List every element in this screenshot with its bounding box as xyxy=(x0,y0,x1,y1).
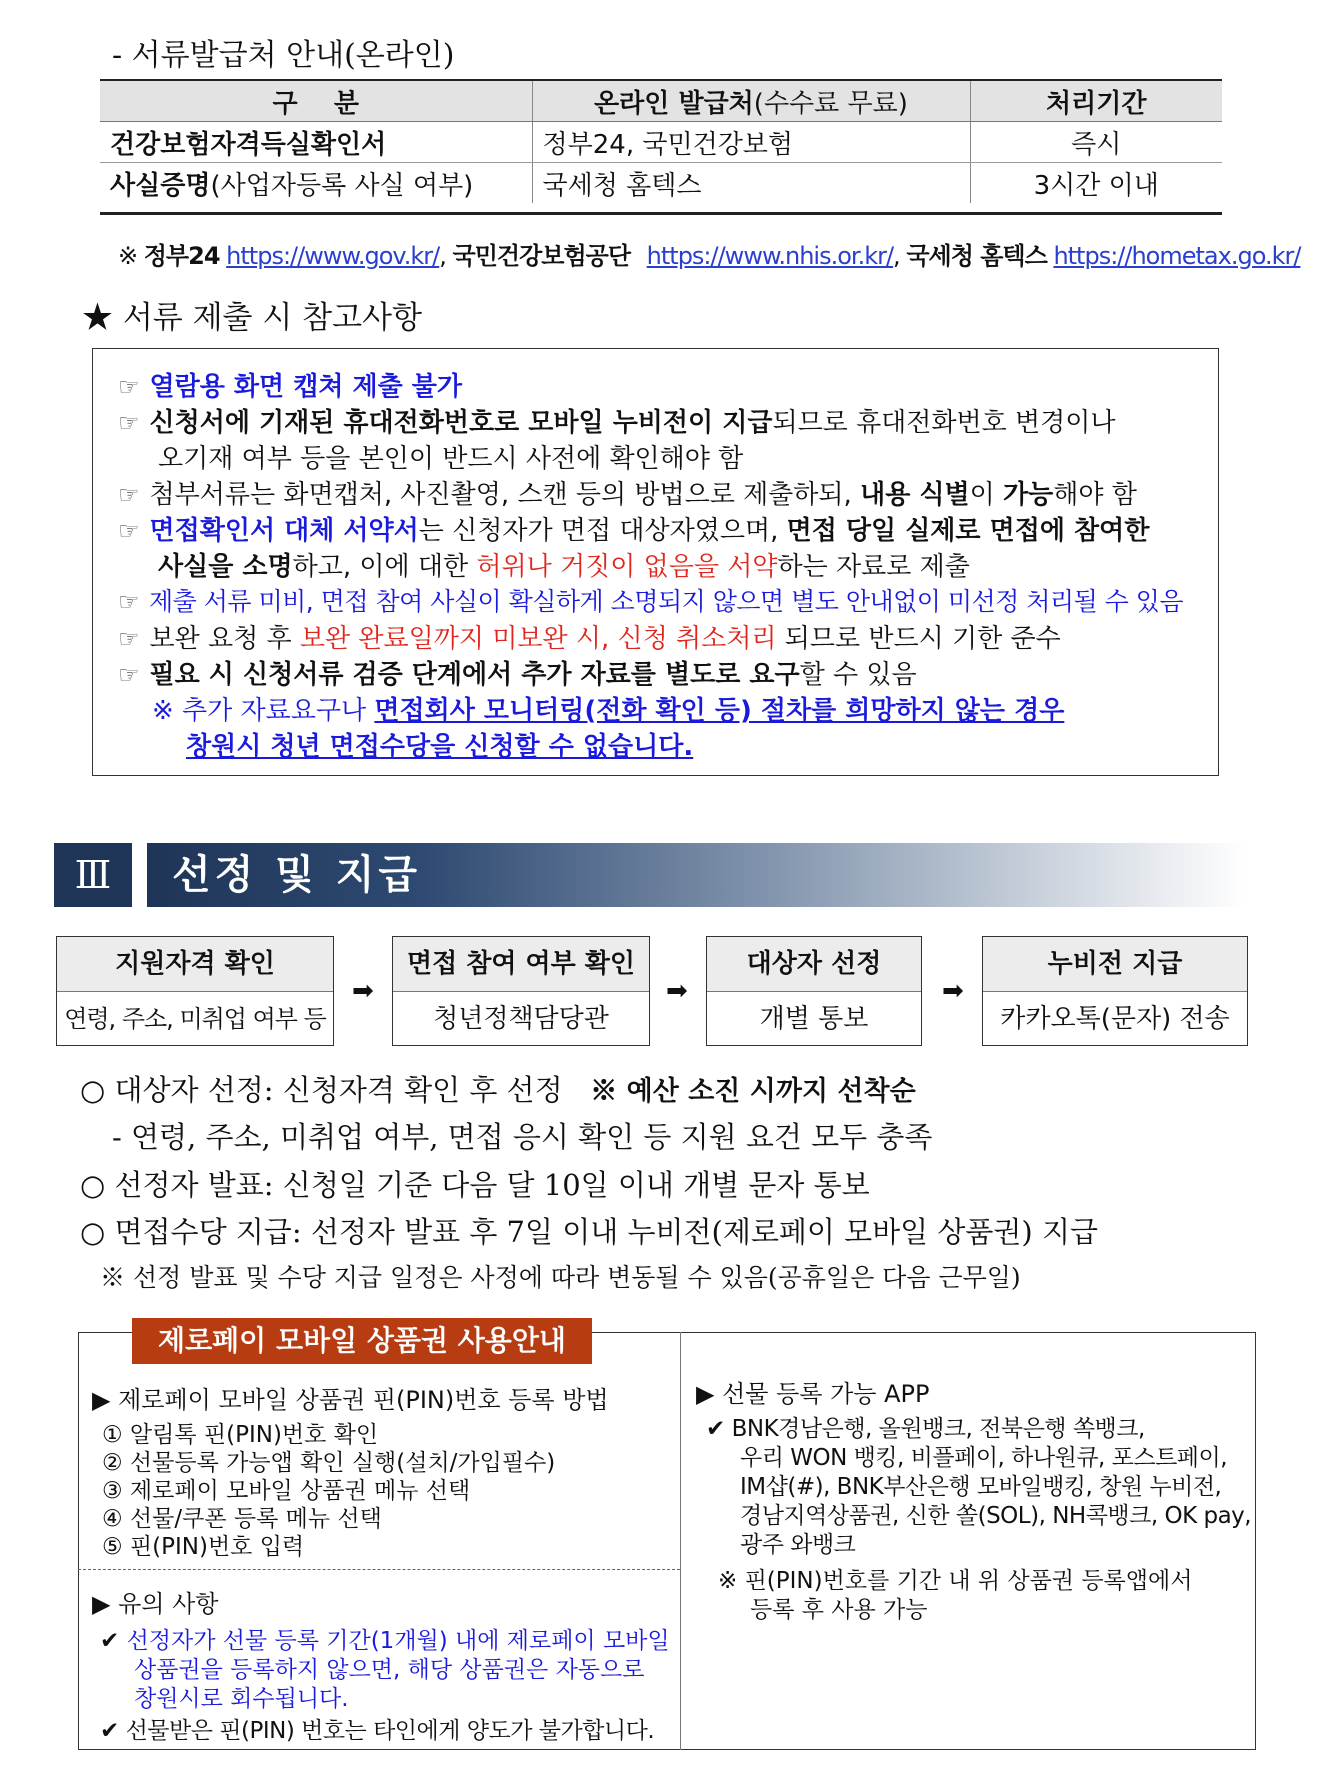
selection-bullet: ○ 대상자 선정: 신청자격 확인 후 선정 ※ 예산 소진 시까지 선착순 xyxy=(80,1073,916,1107)
arrow-right-icon: ➡ xyxy=(352,976,374,1006)
check-icon: ✔ xyxy=(706,1416,725,1442)
caution-heading: ▶ 유의 사항 xyxy=(92,1590,219,1618)
pin-step: ③ 제로페이 모바일 상품권 메뉴 선택 xyxy=(102,1478,471,1504)
note-line: 창원시 청년 면접수당을 신청할 수 없습니다. xyxy=(186,732,694,762)
arrow-right-icon: ➡ xyxy=(942,976,964,1006)
hand-pointer-icon: ☞ xyxy=(118,625,140,653)
app-note: ※ 핀(PIN)번호를 기간 내 위 상품권 등록앱에서 xyxy=(718,1568,1193,1594)
app-list-line: ✔ BNK경남은행, 올원뱅크, 전북은행 쏙뱅크, xyxy=(706,1416,1145,1442)
app-list-line: 경남지역상품권, 신한 쏠(SOL), NH콕뱅크, OK pay, xyxy=(740,1503,1252,1529)
issuer-links xyxy=(118,236,1300,271)
hometax-link[interactable]: https://hometax.go.kr/ xyxy=(1053,242,1301,270)
note-line: ☞ 보완 요청 후 보완 완료일까지 미보완 시, 신청 취소처리 되므로 반드시 기한 준수 xyxy=(118,624,1061,654)
pin-step: ④ 선물/쿠폰 등록 메뉴 선택 xyxy=(102,1506,382,1532)
flow-step-sub: 연령, 주소, 미취업 여부 등 xyxy=(64,1005,326,1033)
table-cell-issuer: 정부24, 국민건강보험 xyxy=(532,122,970,163)
note-line: ☞ 신청서에 기재된 휴대전화번호로 모바일 누비전이 지급되므로 휴대전화번호 변경이나 xyxy=(118,408,1116,438)
note-mark: ※ xyxy=(118,242,138,270)
separator: , xyxy=(439,242,446,270)
caution-item-cont: 창원시로 회수됩니다. xyxy=(134,1686,349,1712)
pin-step: ② 선물등록 가능앱 확인 실행(설치/가입필수) xyxy=(102,1450,556,1476)
app-list-line: 광주 와뱅크 xyxy=(740,1532,856,1558)
flow-step-sub: 카카오톡(문자) 전송 xyxy=(1000,1004,1230,1034)
flow-step-sub: 청년정책담당관 xyxy=(433,1004,609,1034)
flow-step xyxy=(56,936,334,1046)
guide-divider xyxy=(680,1332,681,1750)
caution-item: ✔ 선정자가 선물 등록 기간(1개월) 내에 제로페이 모바일 xyxy=(100,1628,670,1654)
separator: , xyxy=(893,242,900,270)
flow-step-title: 대상자 선정 xyxy=(707,937,921,992)
nhis-link[interactable]: https://www.nhis.or.kr/ xyxy=(646,242,894,270)
table-header-issuer: 온라인 발급처(수수료 무료) xyxy=(532,81,970,122)
notes-heading: ★ 서류 제출 시 참고사항 xyxy=(82,300,422,336)
flow-step xyxy=(392,936,650,1046)
hand-pointer-icon: ☞ xyxy=(118,409,140,437)
note-line: 사실을 소명하고, 이에 대한 허위나 거짓이 없음을 서약하는 자료로 제출 xyxy=(158,552,970,582)
note-line: ☞ 열람용 화면 캡쳐 제출 불가 xyxy=(118,372,462,402)
hand-pointer-icon: ☞ xyxy=(118,588,140,616)
note-line: 오기재 여부 등을 본인이 반드시 사전에 확인해야 함 xyxy=(158,444,744,474)
flow-step xyxy=(706,936,922,1046)
hand-pointer-icon: ☞ xyxy=(118,517,140,545)
app-list-line: IM샵(#), BNK부산은행 모바일뱅킹, 창원 누비전, xyxy=(740,1474,1222,1500)
note-line: ☞ 면접확인서 대체 서약서는 신청자가 면접 대상자였으며, 면접 당일 실제로 면접에 참여한 xyxy=(118,516,1150,546)
nts-label: 국세청 홈텍스 xyxy=(906,242,1047,270)
pin-step: ① 알림톡 핀(PIN)번호 확인 xyxy=(102,1422,379,1448)
table-cell-name: 건강보험자격득실확인서 xyxy=(100,122,532,163)
table-bottom-rule xyxy=(100,212,1222,215)
pin-heading: ▶ 제로페이 모바일 상품권 핀(PIN)번호 등록 방법 xyxy=(92,1386,609,1414)
caution-item: ✔ 선물받은 핀(PIN) 번호는 타인에게 양도가 불가합니다. xyxy=(100,1718,655,1744)
note-line: ※ 추가 자료요구나 면접회사 모니터링(전화 확인 등) 절차를 희망하지 않는 경우 xyxy=(152,696,1065,726)
table-cell-name: 사실증명(사업자등록 사실 여부) xyxy=(110,170,474,201)
section-number: Ⅲ xyxy=(54,843,132,907)
gov24-label: 정부24 xyxy=(143,242,220,270)
note-line: ☞ 필요 시 신청서류 검증 단계에서 추가 자료를 별도로 요구할 수 있음 xyxy=(118,660,917,690)
table-cell-issuer: 국세청 홈텍스 xyxy=(532,163,970,204)
table-row xyxy=(100,163,1222,204)
nhis-label: 국민건강보험공단 xyxy=(452,242,631,270)
note-line: ☞ 첨부서류는 화면캡처, 사진촬영, 스캔 등의 방법으로 제출하되, 내용 식별이 가능해야 함 xyxy=(118,480,1137,510)
selection-bullet: ○ 선정자 발표: 신청일 기준 다음 달 10일 이내 개별 문자 통보 xyxy=(80,1168,870,1202)
guide-hline xyxy=(78,1569,680,1570)
gov24-link[interactable]: https://www.gov.kr/ xyxy=(226,242,440,270)
app-heading: ▶ 선물 등록 가능 APP xyxy=(696,1380,930,1408)
flow-step-title: 지원자격 확인 xyxy=(57,937,333,992)
issuer-heading: - 서류발급처 안내(온라인) xyxy=(112,38,455,73)
selection-note: ※ 선정 발표 및 수당 지급 일정은 사정에 따라 변동될 수 있음(공휴일은 다음 근무일) xyxy=(100,1263,1021,1292)
flow-step-sub: 개별 통보 xyxy=(759,1004,869,1034)
check-icon: ✔ xyxy=(100,1718,119,1744)
pin-step: ⑤ 핀(PIN)번호 입력 xyxy=(102,1534,305,1560)
section-title: 선정 및 지급 xyxy=(172,852,422,898)
app-list-line: 우리 WON 뱅킹, 비플페이, 하나원큐, 포스트페이, xyxy=(740,1445,1228,1471)
flow-step-title: 면접 참여 여부 확인 xyxy=(393,937,649,992)
caution-item-cont: 상품권을 등록하지 않으면, 해당 상품권은 자동으로 xyxy=(134,1657,645,1683)
hand-pointer-icon: ☞ xyxy=(118,373,140,401)
flow-step xyxy=(982,936,1248,1046)
table-cell-period: 즉시 xyxy=(970,122,1222,163)
table-cell-period: 3시간 이내 xyxy=(970,163,1222,204)
issuer-table xyxy=(100,81,1222,203)
note-line: ☞ 제출 서류 미비, 면접 참여 사실이 확실하게 소명되지 않으면 별도 안내없이 미선정 처리될 수 있음 xyxy=(118,587,1184,616)
selection-sub: - 연령, 주소, 미취업 여부, 면접 응시 확인 등 지원 요건 모두 충족 xyxy=(112,1120,933,1154)
guide-title: 제로페이 모바일 상품권 사용안내 xyxy=(132,1318,592,1364)
table-header-period: 처리기간 xyxy=(970,81,1222,122)
check-icon: ✔ xyxy=(100,1628,120,1654)
table-row xyxy=(100,122,1222,163)
arrow-right-icon: ➡ xyxy=(666,976,688,1006)
hand-pointer-icon: ☞ xyxy=(118,481,140,509)
hand-pointer-icon: ☞ xyxy=(118,661,140,689)
selection-bullet: ○ 면접수당 지급: 선정자 발표 후 7일 이내 누비전(제로페이 모바일 상품권) 지급 xyxy=(80,1215,1098,1249)
table-header-row xyxy=(100,81,1222,122)
flow-step-title: 누비전 지급 xyxy=(983,937,1247,992)
table-header-category: 구 분 xyxy=(100,81,532,122)
app-note: 등록 후 사용 가능 xyxy=(750,1597,928,1623)
